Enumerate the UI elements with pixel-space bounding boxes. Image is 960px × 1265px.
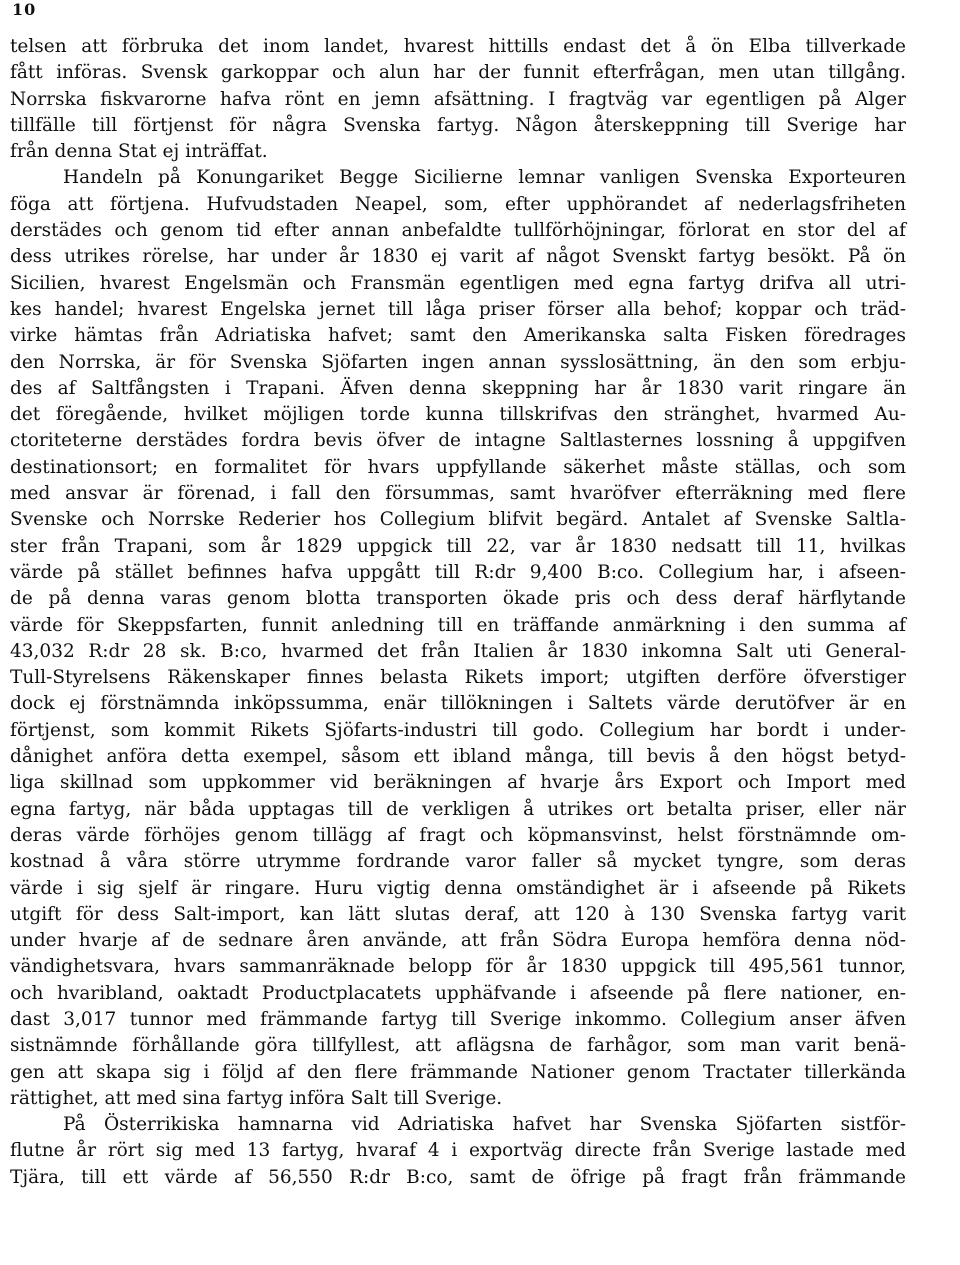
text-line: de på denna varas genom blotta transporten ökade pris och dess deraf härflytande — [10, 588, 906, 610]
text-line: utgift för dess Salt-import, kan lätt slutas deraf, att 120 à 130 Svenska fartyg varit — [10, 903, 906, 925]
text-line: gen att skapa sig i följd af den flere främmande Nationer genom Tractater tillerkända — [10, 1061, 906, 1083]
text-line: från denna Stat ej inträffat. — [10, 141, 268, 163]
text-line: fått införas. Svensk garkoppar och alun har der funnit efterfrågan, men utan tillgång. — [10, 62, 906, 84]
text-line: destinationsort; en formalitet för hvars uppfyllande säkerhet måste ställas, och som — [10, 456, 906, 478]
text-line: kes handel; hvarest Engelska jernet till låga priser förser alla behof; koppar och träd- — [10, 298, 906, 320]
text-line: vändighetsvara, hvars sammanräknade belopp för år 1830 uppgick till 495,561 tunnor, — [10, 956, 906, 978]
text-line: föga att förtjena. Hufvudstaden Neapel, som, efter upphörandet af nederlagsfriheten — [10, 193, 906, 215]
text-line: sistnämnde förhållande göra tillfyllest, att aflägsna de farhågor, som man varit benä- — [10, 1035, 906, 1057]
text-line: tillfälle till förtjenst för några Svenska fartyg. Någon återskeppning till Sverige har — [10, 114, 906, 136]
text-line: under hvarje af de sednare åren använde, att från Södra Europa hemföra denna nöd- — [10, 930, 906, 952]
text-line: virke hämtas från Adriatiska hafvet; samt den Amerikanska salta Fisken föredrages — [10, 325, 906, 347]
text-line: ctoriteterne derstädes fordra bevis öfver de intagne Saltlasternes lossning å uppgifven — [10, 430, 906, 452]
text-line: På Österrikiska hamnarna vid Adriatiska hafvet har Svenska Sjöfarten sistför- — [63, 1114, 906, 1136]
text-line: det föregående, hvilket möjligen torde kunna tillskrifvas den stränghet, hvarmed Au- — [10, 404, 906, 426]
text-line: Tull-Styrelsens Räkenskaper finnes belasta Rikets import; utgiften derföre öfverstiger — [10, 667, 906, 689]
text-line: dock ej förstnämnda inköpssumma, enär tillökningen i Saltets värde derutöfver är en — [10, 693, 906, 715]
text-line: med ansvar är förenad, i fall den försummas, samt hvaröfver efterräkning med flere — [10, 483, 906, 505]
body-text — [10, 34, 906, 1191]
text-line: Tjära, till ett värde af 56,550 R:dr B:co, samt de öfrige på fragt från främmande — [10, 1166, 906, 1188]
text-line: deras värde förhöjes genom tillägg af fragt och köpmansvinst, helst förstnämnde om- — [10, 824, 906, 846]
text-line: 43,032 R:dr 28 sk. B:co, hvarmed det från Italien år 1830 inkomna Salt uti General- — [10, 640, 906, 662]
text-line: Sicilien, hvarest Engelsmän och Fransmän egentligen med egna fartyg drifva all utri- — [10, 272, 906, 294]
text-line: egna fartyg, när båda upptagas till de verkligen å utrikes ort betalta priser, eller när — [10, 798, 906, 820]
page-number: 10 — [12, 0, 37, 19]
text-line: och hvaribland, oaktadt Productplacatets upphäfvande i afseende på flere nationer, en- — [10, 982, 906, 1004]
text-line: kostnad å våra större utrymme fordrande varor faller så mycket tyngre, som deras — [10, 851, 906, 873]
text-line: flutne år rört sig med 13 fartyg, hvaraf 4 i exportväg directe från Sverige lastade med — [10, 1140, 906, 1162]
text-line: Norrska fiskvarorne hafva rönt en jemn afsättning. I fragtväg var egentligen på Alger — [10, 88, 906, 110]
text-line: dånighet anföra detta exempel, såsom ett ibland många, till bevis å den högst betyd- — [10, 746, 906, 768]
text-line: ster från Trapani, som år 1829 uppgick till 22, var år 1830 nedsatt till 11, hvilkas — [10, 535, 906, 557]
text-line: den Norrska, är för Svenska Sjöfarten ingen annan sysslosättning, än den som erbju- — [10, 351, 906, 373]
text-line: dast 3,017 tunnor med främmande fartyg till Sverige inkommo. Collegium anser äfven — [10, 1008, 906, 1030]
text-line: värde för Skeppsfarten, funnit anledning till en träffande anmärkning i den summa af — [10, 614, 906, 636]
text-line: värde på stället befinnes hafva uppgått till R:dr 9,400 B:co. Collegium har, i afseen- — [10, 561, 906, 583]
text-line: liga skillnad som uppkommer vid beräkningen af hvarje års Export och Import med — [10, 772, 906, 794]
text-line: rättighet, att med sina fartyg införa Salt till Sverige. — [10, 1087, 503, 1109]
text-line: dess utrikes rörelse, har under år 1830 ej varit af något Svenskt fartyg besökt. På ön — [10, 246, 906, 268]
text-line: Handeln på Konungariket Begge Sicilierne lemnar vanligen Svenska Exporteuren — [63, 167, 906, 189]
text-line: derstädes och genom tid efter annan anbefaldte tullförhöjningar, förlorat en stor del af — [10, 220, 906, 242]
text-line: des af Saltfångsten i Trapani. Äfven denna skeppning har år 1830 varit ringare än — [10, 377, 906, 399]
text-line: telsen att förbruka det inom landet, hvarest hittills endast det å ön Elba tillverkade — [10, 36, 906, 57]
text-line: Svenske och Norrske Rederier hos Collegium blifvit begärd. Antalet af Svenske Saltla- — [10, 509, 906, 531]
text-line: värde i sig sjelf är ringare. Huru vigtig denna omständighet är i afseende på Rikets — [10, 877, 906, 899]
text-line: förtjenst, som kommit Rikets Sjöfarts-industri till godo. Collegium har bordt i under- — [10, 719, 906, 741]
